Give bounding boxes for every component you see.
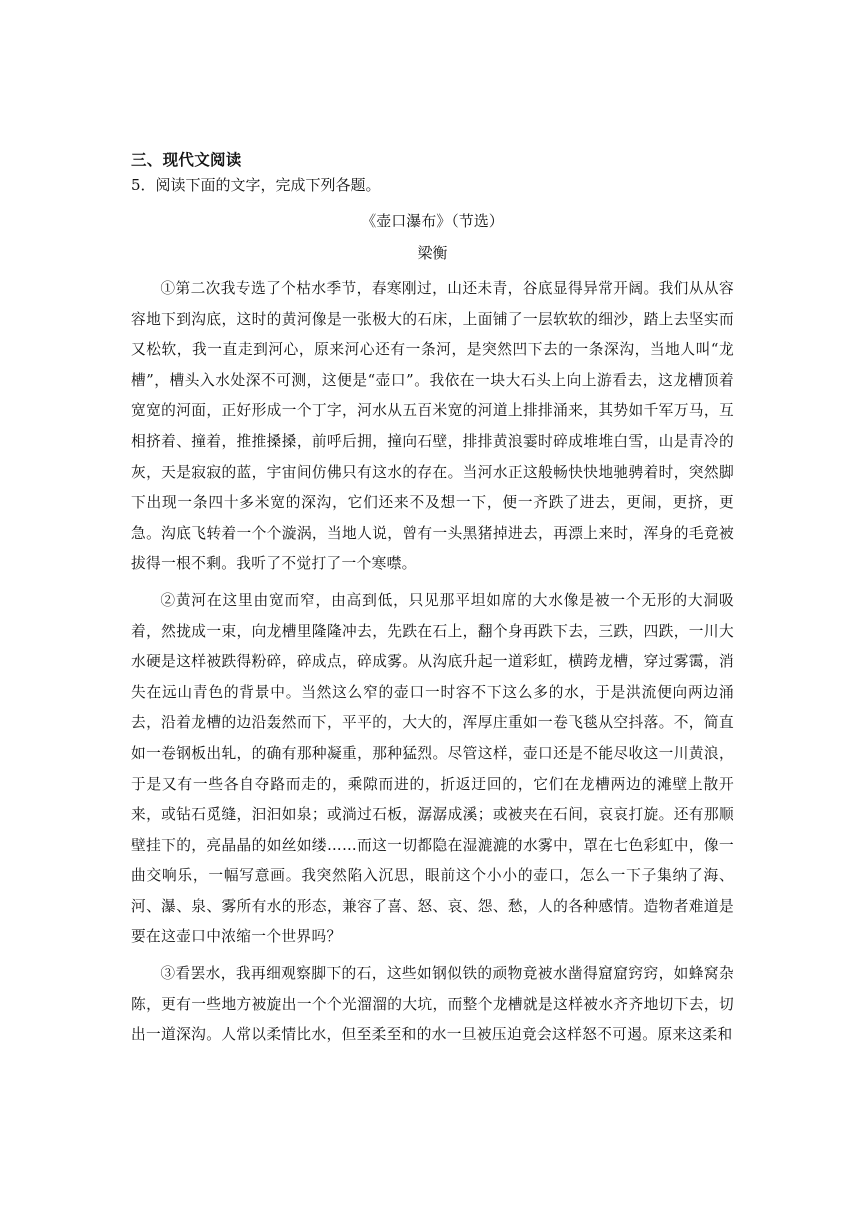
section-heading: 三、现代文阅读 (131, 151, 242, 169)
article-title: 《壶口瀑布》（节选） (361, 212, 504, 230)
paragraph-2: ②黄河在这里由宽而窄，由高到低，只见那平坦如席的大水像是被一个无形的大洞吸着，然拢成一束，向龙槽里隆隆冲去，先跌在石上，翻个身再跌下去，三跌，四跌，一川大水硬是这样被跌得粉碎，碎成点，碎成雾。从沟底升起一道彩虹，横跨龙槽，穿过雾霭，消失在远山青色的背景中。当然这么窄的壶口一时容不下这么多的水，于是洪流便向两边涌去，沿着龙槽的边沿轰然而下，平平的，大大的，浑厚庄重如一卷飞毯从空抖落。不，简直如一卷钢板出轧，的确有那种凝重，那种猛烈。尽管这样，壶口还是不能尽收这一川黄浪，于是又有一些各自夺路而走的，乘隙而进的，折返迂回的，它们在龙槽两边的滩壁上散开来，或钻石觅缝，汩汩如泉；或淌过石板，潺潺成溪；或被夹在石间，哀哀打旋。还有那顺壁挂下的，亮晶晶的如丝如缕……而这一切都隐在湿漉漉的水雾中，罩在七色彩虹中，像一曲交响乐，一幅写意画。我突然陷入沉思，眼前这个小小的壶口，怎么一下子集纳了海、河、瀑、泉、雾所有水的形态，兼容了喜、怒、哀、怨、愁，人的各种感情。造物者难道是要在这壶口中浓缩一个世界吗？ (131, 591, 734, 946)
paragraph-1: ①第二次我专选了个枯水季节，春寒刚过，山还未青，谷底显得异常开阔。我们从从容容地下到沟底，这时的黄河像是一张极大的石床，上面铺了一层软软的细沙，踏上去坚实而又松软，我一直走到河心，原来河心还有一条河，是突然凹下去的一条深沟，当地人叫“龙槽”，槽头入水处深不可测，这便是“壶口”。我依在一块大石头上向上游看去，这龙槽顶着宽宽的河面，正好形成一个丁字，河水从五百米宽的河道上排排涌来，其势如千军万马，互相挤着、撞着，推推搡搡，前呼后拥，撞向石壁，排排黄浪霎时碎成堆堆白雪，山是青冷的灰，天是寂寂的蓝，宇宙间仿佛只有这水的存在。当河水正这般畅快快地驰骋着时，突然脚下出现一条四十多米宽的深沟，它们还来不及想一下，便一齐跌了进去，更闹，更挤，更急。沟底飞转着一个个漩涡，当地人说，曾有一头黑猪掉进去，再漂上来时，浑身的毛竟被拔得一根不剩。我听了不觉打了一个寒噤。 (131, 280, 734, 573)
paragraph-3: ③看罢水，我再细观察脚下的石，这些如钢似铁的顽物竟被水凿得窟窟窍窍，如蜂窝杂陈，更有一些地方被旋出一个个光溜溜的大坑，而整个龙槽就是这样被水齐齐地切下去，切出一道深沟。人常以柔情比水，但至柔至和的水一旦被压迫竟会这样怒不可遏。原来这柔和 (131, 965, 734, 1044)
article-author: 梁衡 (417, 244, 448, 262)
question-prompt: 5．阅读下面的文字，完成下列各题。 (131, 176, 381, 194)
